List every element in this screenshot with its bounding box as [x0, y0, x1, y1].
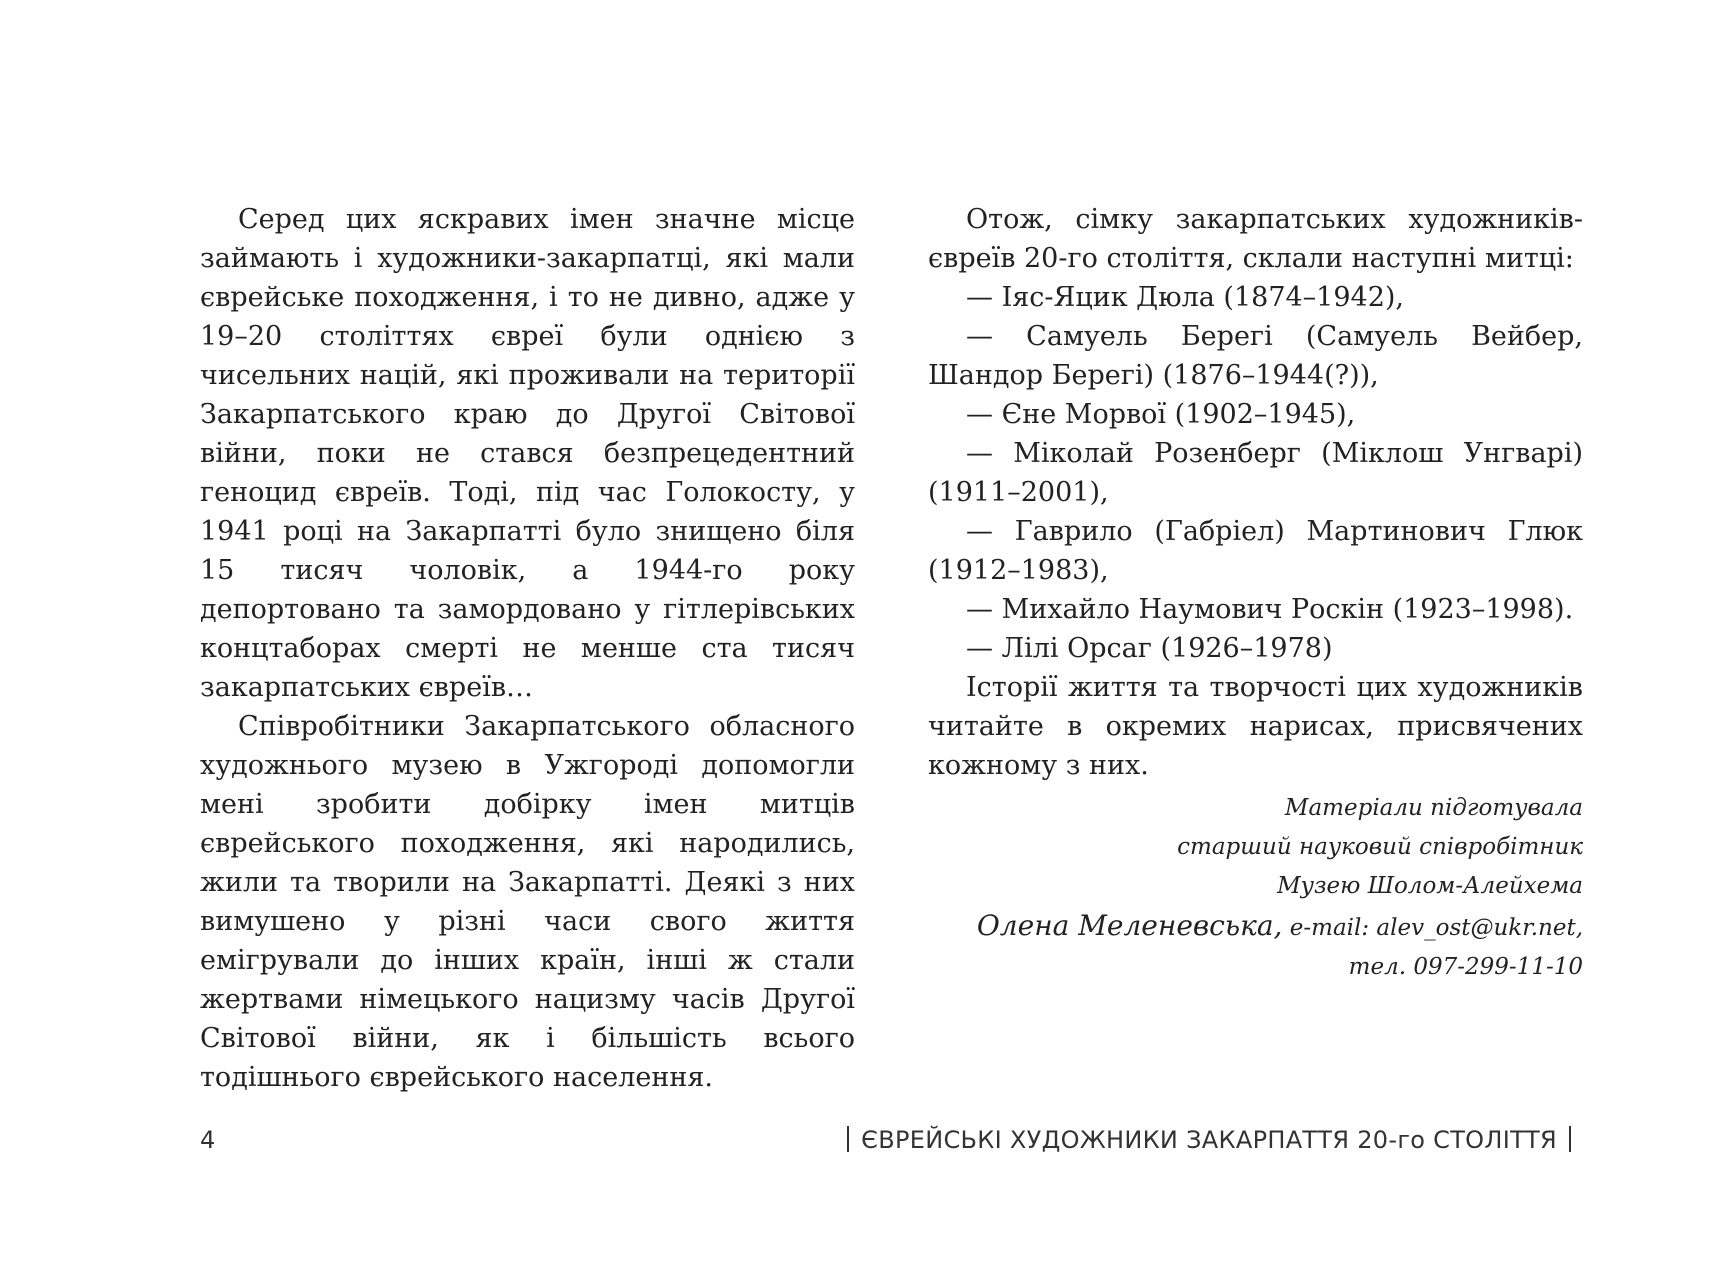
author-email: e-mail: alev_ost@ukr.net,	[1289, 915, 1583, 941]
author-signature-block	[928, 789, 1583, 987]
signature-position: старший науковий співробітник	[1177, 834, 1583, 860]
title-divider-right	[1569, 1126, 1571, 1152]
artist-list-item: — Самуель Берегі (Самуель Вейбер, Шандор Берегі) (1876–1944(?)),	[928, 321, 1583, 391]
artist-list-item: — Лілі Орсаг (1926–1978)	[966, 633, 1333, 664]
left-paragraph-1: Серед цих яскравих імен значне місце займають і художники-закарпатці, які мали єврейське походження, і то не дивно, адже у 19–20 століттях євреї були однією з чисельних націй, які проживали на території Закарпатського краю до Другої Світової війни, поки не стався безпрецедентний геноцид євреїв. Тоді, під час Голокосту, у 1941 році на Закарпатті було знищено біля 15 тисяч чоловік, а 1944-го року депортовано та замордовано у гітлерівських концтаборах смерті не менше ста тисяч закарпатських євреїв…	[200, 204, 855, 703]
right-closing-paragraph: Історії життя та творчості цих художників читайте в окремих нарисах, присвячених кожному з них.	[928, 672, 1583, 781]
running-title	[835, 1126, 1583, 1154]
author-phone: тел. 097-299-11-10	[1348, 954, 1583, 980]
artist-list-item: — Єне Морвої (1902–1945),	[966, 399, 1356, 430]
left-paragraph-2: Співробітники Закарпатського обласного художнього музею в Ужгороді допомогли мені зробити добірку імен митців єврейського походження, які народились, жили та творили на Закарпатті. Деякі з них вимушено у різні часи свого життя емігрували до інших країн, інші ж стали жертвами німецького нацизму часів Другої Світової війни, як і більшість всього тодішнього єврейського населення.	[200, 711, 855, 1093]
page-footer	[0, 1122, 1733, 1162]
right-column	[928, 200, 1583, 987]
left-column	[200, 200, 855, 1097]
artist-list-item: — Гаврило (Габріел) Мартинович Глюк (1912–1983),	[928, 516, 1583, 586]
signature-museum: Музею Шолом-Алейхема	[1277, 873, 1583, 899]
signature-name-line	[928, 906, 1583, 948]
artist-list-item: — Іяс-Яцик Дюла (1874–1942),	[966, 282, 1405, 313]
running-title-text: ЄВРЕЙСЬКІ ХУДОЖНИКИ ЗАКАРПАТТЯ 20-го СТОЛІТТЯ	[861, 1126, 1557, 1154]
artist-list-item: — Михайло Наумович Роскін (1923–1998).	[966, 594, 1574, 625]
title-divider-left	[847, 1126, 849, 1152]
author-name: Олена Меленевська,	[976, 909, 1283, 942]
artist-list-item: — Міколай Розенберг (Міклош Унгварі) (1911–2001),	[928, 438, 1583, 508]
signature-prepared-by: Матеріали підготувала	[1284, 795, 1583, 821]
page-number: 4	[200, 1126, 216, 1154]
right-intro-paragraph: Отож, сімку закарпатських художників-євреїв 20-го століття, склали наступні митці:	[928, 204, 1583, 274]
